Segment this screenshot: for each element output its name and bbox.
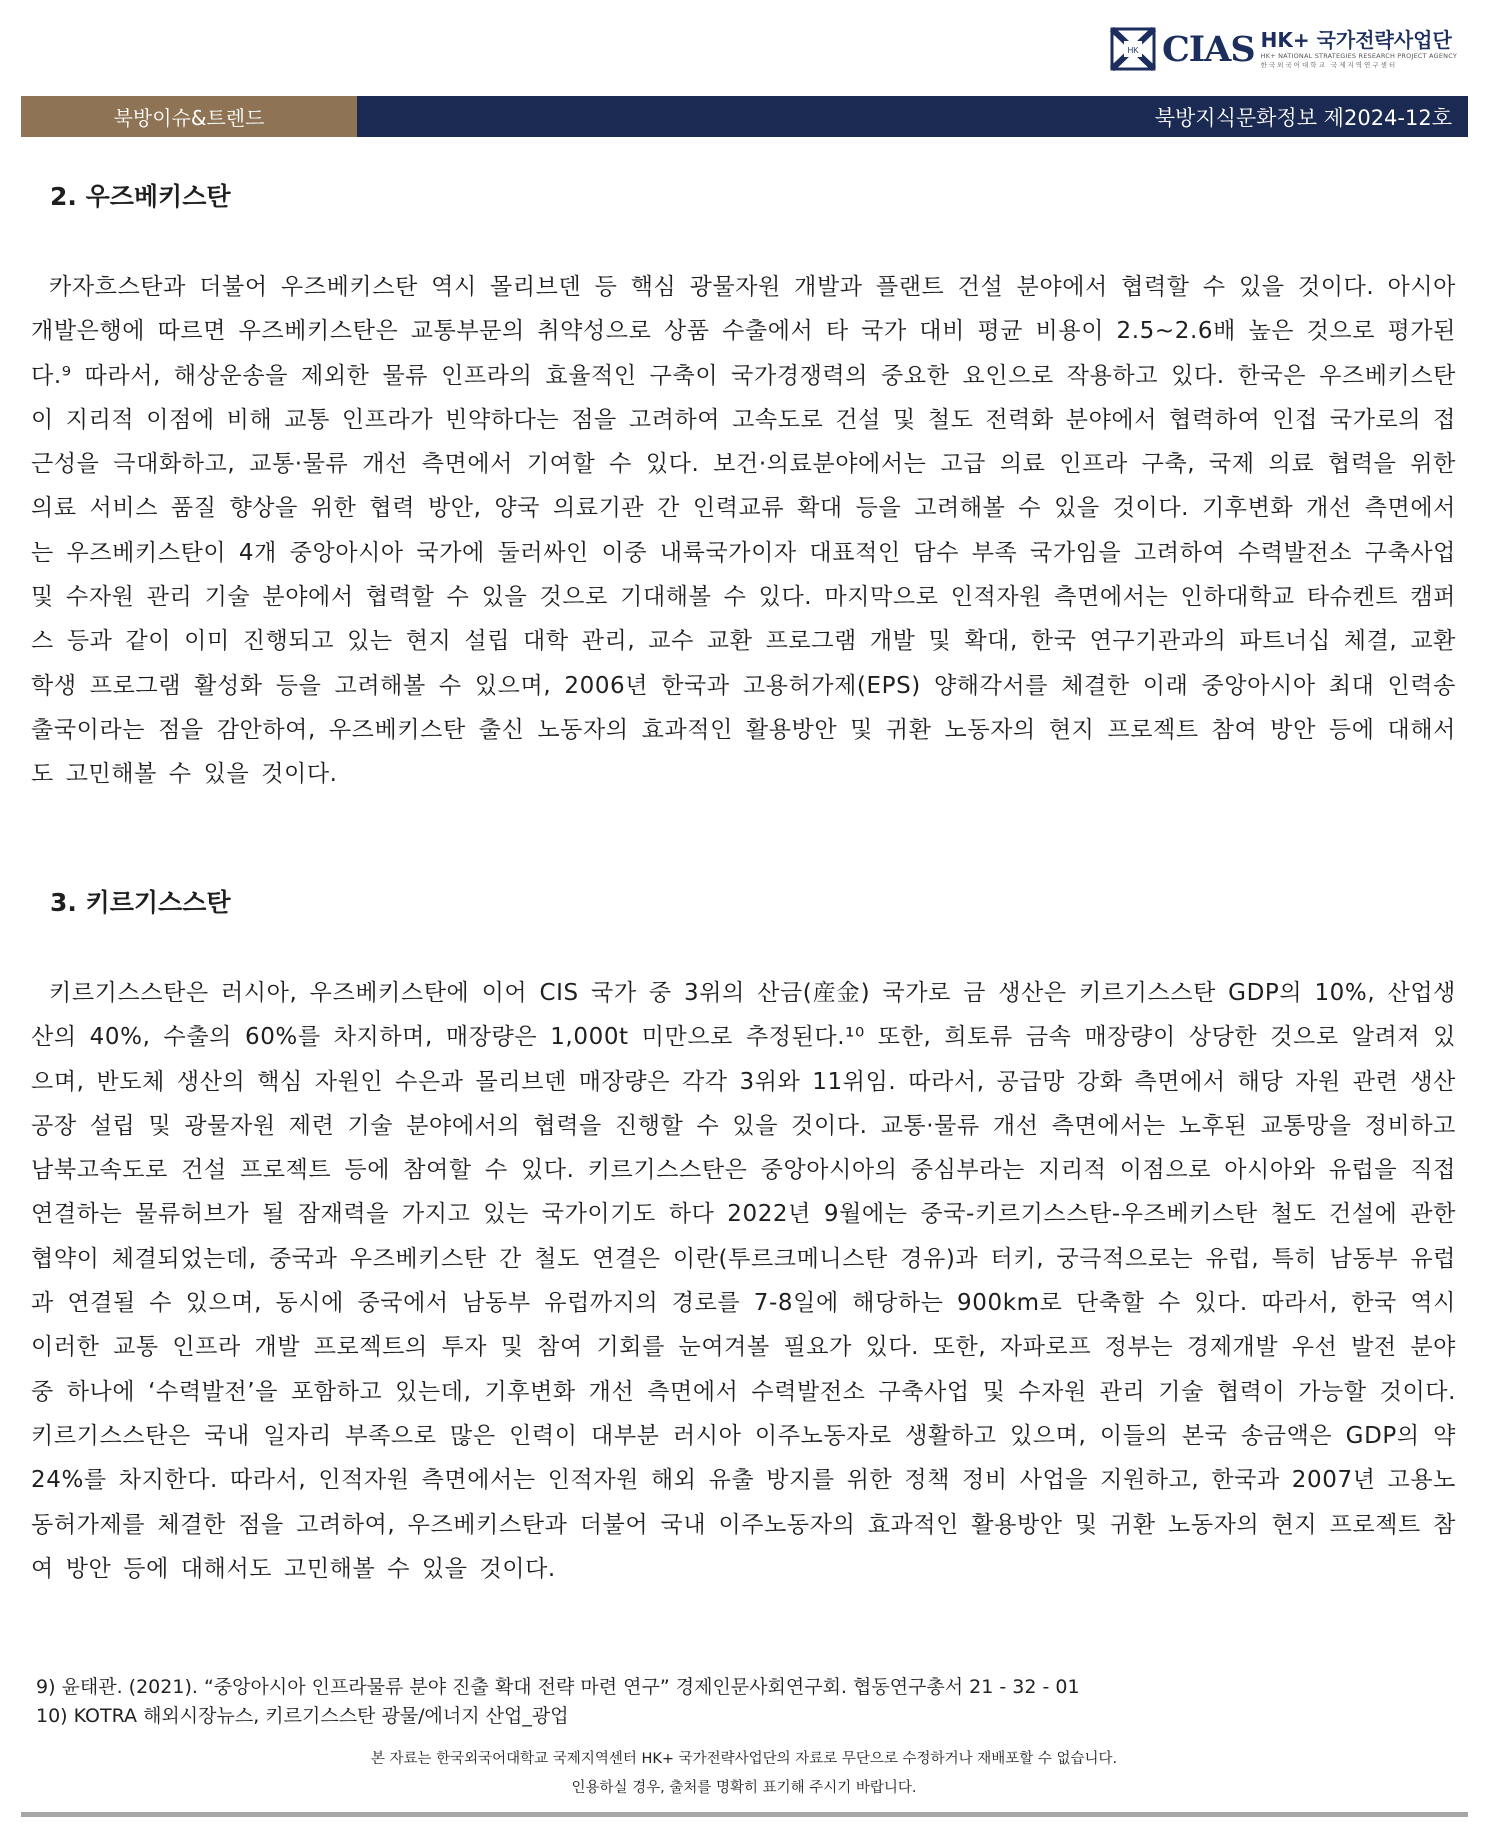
section-kyrgyzstan-body [31, 971, 1456, 1591]
logo-title: HK+ 국가전략사업단 [1260, 28, 1452, 52]
disclaimer-line-2: 인용하실 경우, 출처를 명확히 표기해 주시기 바랍니다. [571, 1780, 917, 1796]
section-uzbekistan [31, 181, 1456, 213]
section-heading: 2. 우즈베키스탄 [50, 182, 231, 211]
logo-subtitle-ko: 한국외국어대학교 국제지역연구센터 [1260, 61, 1398, 69]
footnote-9: 9) 윤태관. (2021). “중앙아시아 인프라물류 분야 진출 확대 전략 마련 연구” 경제인문사회연구회. 협동연구총서 21 - 32 - 01 [36, 1676, 1080, 1698]
section-kyrgyzstan [31, 887, 1456, 919]
banner-issue-number: 북방지식문화정보 제2024-12호 [357, 96, 1468, 137]
logo-subtitle-en: HK+ NATIONAL STRATEGIES RESEARCH PROJECT AGENCY [1260, 52, 1457, 60]
disclaimer-line-1: 본 자료는 한국외국어대학교 국제지역센터 HK+ 국가전략사업단의 자료로 무단으로 수정하거나 재배포할 수 없습니다. [370, 1751, 1118, 1767]
svg-text:HK: HK [1127, 46, 1139, 55]
section-paragraph: 키르기스스탄은 러시아, 우즈베키스탄에 이어 CIS 국가 중 3위의 산금(産金) 국가로 금 생산은 키르기스스탄 GDP의 10%, 산업생산의 40%, 수출의 60%를 차지하며, 매장량은 1,000t 미만으로 추정된다.¹⁰ 또한, 희토류 금속 매장량이 상당한 것으로 알려져 있으며, 반도체 생산의 핵심 자원인 수은과 몰리브덴 매장량은 각각 3위와 11위임. 따라서, 공급망 강화 측면에서 해당 자원 관련 생산공장 설립 및 광물자원 제련 기술 분야에서의 협력을 진행할 수 있을 것이다. 교통·물류 개선 측면에서는 노후된 교통망을 정비하고 남북고속도로 건설 프로젝트 등에 참여할 수 있다. 키르기스스탄은 중앙아시아의 중심부라는 지리적 이점으로 아시아와 유럽을 직접 연결하는 물류허브가 될 잠재력을 가지고 있는 국가이기도 하다 2022년 9월에는 중국-키르기스스탄-우즈베키스탄 철도 건설에 관한 협약이 체결되었는데, 중국과 우즈베키스탄 간 철도 연결은 이란(투르크메니스탄 경유)과 터키, 궁극적으로는 유럽, 특히 남동부 유럽과 연결될 수 있으며, 동시에 중국에서 남동부 유럽까지의 경로를 7-8일에 해당하는 900km로 단축할 수 있다. 따라서, 한국 역시 이러한 교통 인프라 개발 프로젝트의 투자 및 참여 기회를 눈여겨볼 필요가 있다. 또한, 자파로프 정부는 경제개발 우선 발전 분야 중 하나에 ‘수력발전’을 포함하고 있는데, 기후변화 개선 측면에서 수력발전소 구축사업 및 수자원 관리 기술 협력이 가능할 것이다. 키르기스스탄은 국내 일자리 부족으로 많은 인력이 대부분 러시아 이주노동자로 생활하고 있으며, 이들의 본국 송금액은 GDP의 약 24%를 차지한다. 따라서, 인적자원 측면에서는 인적자원 해외 유출 방지를 위한 정책 정비 사업을 지원하고, 한국과 2007년 고용노동허가제를 체결한 점을 고려하여, 우즈베키스탄과 더불어 국내 이주노동자의 효과적인 활용방안 및 귀환 노동자의 현지 프로젝트 참여 방안 등에 대해서도 고민해볼 수 있을 것이다. [31, 980, 1456, 1582]
banner-category: 북방이슈&트렌드 [21, 96, 357, 137]
section-uzbekistan-body [31, 265, 1456, 797]
footnote-10: 10) KOTRA 해외시장뉴스, 키르기스스탄 광물/에너지 산업_광업 [36, 1705, 569, 1727]
header-banner [21, 96, 1468, 137]
section-heading: 3. 키르기스스탄 [50, 888, 231, 917]
cias-emblem-icon [1110, 27, 1156, 71]
section-paragraph: 카자흐스탄과 더불어 우즈베키스탄 역시 몰리브덴 등 핵심 광물자원 개발과 플랜트 건설 분야에서 협력할 수 있을 것이다. 아시아개발은행에 따르면 우즈베키스탄은 교통부문의 취약성으로 상품 수출에서 타 국가 대비 평균 비용이 2.5~2.6배 높은 것으로 평가된다.⁹ 따라서, 해상운송을 제외한 물류 인프라의 효율적인 구축이 국가경쟁력의 중요한 요인으로 작용하고 있다. 한국은 우즈베키스탄이 지리적 이점에 비해 교통 인프라가 빈약하다는 점을 고려하여 고속도로 건설 및 철도 전력화 분야에서 협력하여 인접 국가로의 접근성을 극대화하고, 교통·물류 개선 측면에서 기여할 수 있다. 보건·의료분야에서는 고급 의료 인프라 구축, 국제 의료 협력을 위한 의료 서비스 품질 향상을 위한 협력 방안, 양국 의료기관 간 인력교류 확대 등을 고려해볼 수 있을 것이다. 기후변화 개선 측면에서는 우즈베키스탄이 4개 중앙아시아 국가에 둘러싸인 이중 내륙국가이자 대표적인 담수 부족 국가임을 고려하여 수력발전소 구축사업 및 수자원 관리 기술 분야에서 협력할 수 있을 것으로 기대해볼 수 있다. 마지막으로 인적자원 측면에서는 인하대학교 타슈켄트 캠퍼스 등과 같이 이미 진행되고 있는 현지 설립 대학 관리, 교수 교환 프로그램 개발 및 확대, 한국 연구기관과의 파트너십 체결, 교환학생 프로그램 활성화 등을 고려해볼 수 있으며, 2006년 한국과 고용허가제(EPS) 양해각서를 체결한 이래 중앙아시아 최대 인력송출국이라는 점을 감안하여, 우즈베키스탄 출신 노동자의 효과적인 활용방안 및 귀환 노동자의 현지 프로젝트 참여 방안 등에 대해서도 고민해볼 수 있을 것이다. [31, 274, 1456, 788]
cias-logo [1110, 22, 1457, 76]
logo-cias-text: CIAS [1161, 28, 1255, 70]
bottom-divider [21, 1812, 1468, 1817]
footnotes [36, 1673, 1080, 1731]
